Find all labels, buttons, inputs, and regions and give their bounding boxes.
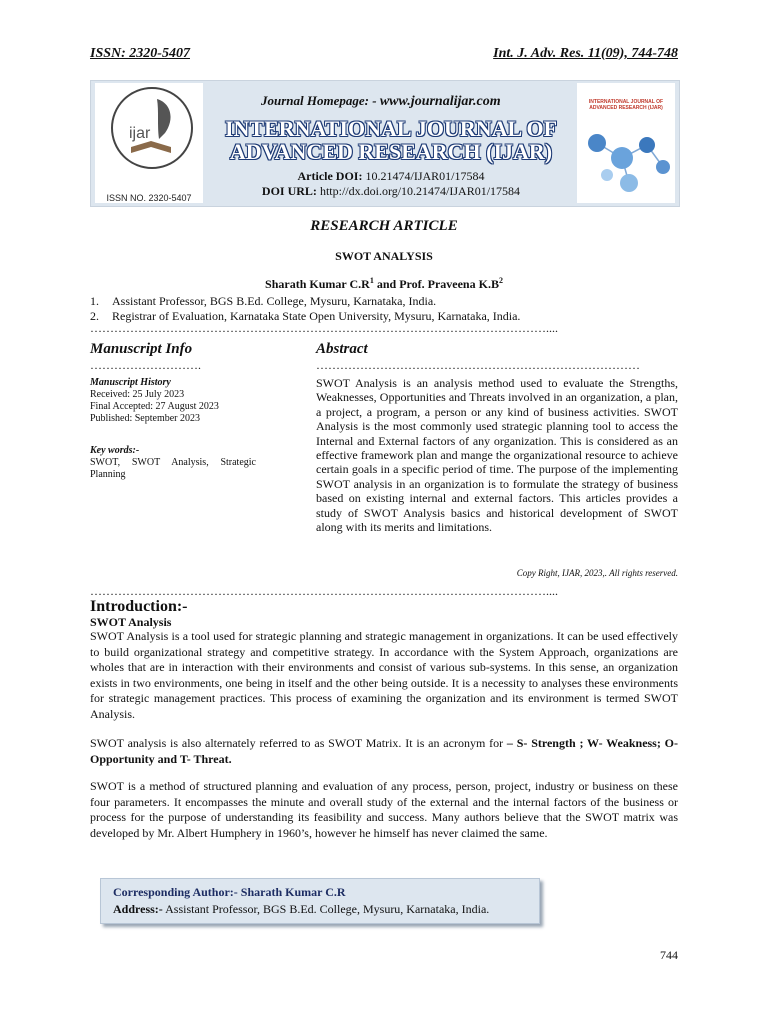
affiliation-2-num: 2. [90,309,99,323]
cover-title: INTERNATIONAL JOURNAL OF ADVANCED RESEARCH (IJAR) [588,99,664,111]
affiliation-2 [90,309,520,324]
journal-banner [90,80,680,207]
molecule-image [577,83,675,203]
affiliation-1-num: 1. [90,294,99,308]
author-address [113,901,539,918]
doi-url-link[interactable]: http://dx.doi.org/10.21474/IJAR01/17584 [319,184,521,198]
journal-title-line2: ADVANCED RESEARCH (IJAR) [229,139,553,164]
introduction-heading: Introduction:- [90,598,188,615]
journal-title-line1: INTERNATIONAL JOURNAL OF [224,116,558,141]
affiliation-1 [90,294,436,309]
journal-cover [577,83,675,203]
address-label: Address:- [113,902,163,916]
journal-logo [95,83,203,203]
keywords-text: SWOT, SWOT Analysis, Strategic Planning [90,457,256,480]
logo-text: ijar [129,125,151,142]
published-date: Published: September 2023 [90,413,200,424]
swot-subheading: SWOT Analysis [90,615,172,629]
abstract-heading: Abstract [316,341,368,357]
separator-top: …………………………………………………………………………………………………….... [90,323,558,333]
abstract-text: SWOT Analysis is an analysis method used to evaluate the Strengths, Weaknesses, Opportunities and Threats involved in an organization, a plan, a project, a program, a person or any kind of business activities. SWOT Analysis is the most commonly used strategic planning tool to access the Internal and External factors of any organization. This is considered as an effective framework plan and mange the organizational resource to achieve certain goals in a specific period of time. The purpose of the implementing SWOT analysis in an organization is to formulate the strategy of business based on existing internal and external factors. This articles provides a study of SWOT Analysis basics and historical development of SWOT along with its merits and limitations. [316,376,678,535]
page-number: 744 [660,948,678,962]
journal-title [211,117,571,163]
corresponding-author: Corresponding Author:- Sharath Kumar C.R [113,885,346,899]
abstract-separator: ……………………………………………………………………… [316,360,640,370]
manuscript-info-heading: Manuscript Info [90,341,193,357]
intro-paragraph-1: SWOT Analysis is a tool used for strategic planning and strategic management in organizations. It can be used effectively to build organizational strategy and competitive strategy. In accordance with the System Approach, organizations are wholes that are in interaction with their environments and consist of various sub-systems. In this sense, an organization exists in two environments, one being in itself and the other being outside. It is a necessity to analyses these environments for strategic management practices. This process of examining the organization and its environment is termed SWOT Analysis. [90,629,678,721]
history-label: Manuscript History [90,377,171,388]
separator-bottom: …………………………………………………………………………………………………….... [90,586,558,596]
authors [90,276,678,292]
article-title: SWOT ANALYSIS [335,249,433,263]
author-2-sup: 2 [498,276,503,285]
doi-block [211,169,571,199]
article-type: RESEARCH ARTICLE [310,218,458,234]
accepted-date: Final Accepted: 27 August 2023 [90,401,219,412]
quill-book-icon [113,89,191,167]
manuscript-separator: ………………………. [90,360,201,370]
p2-acronym: – S- Strength ; W- Weakness; O- Opportunity and T- Threat. [90,736,678,766]
homepage-label: Journal Homepage: - [261,93,377,108]
author-2: and Prof. Praveena K.B [373,277,499,291]
doi-url-label: DOI URL: [261,184,317,198]
homepage-link[interactable]: www.journalijar.com [379,94,501,109]
received-date: Received: 25 July 2023 [90,389,185,400]
issn-header: ISSN: 2320-5407 [90,46,190,61]
citation-header: Int. J. Adv. Res. 11(09), 744-748 [493,46,678,61]
article-doi-label: Article DOI: [297,169,363,183]
journal-homepage [261,93,501,110]
intro-paragraph-2 [90,736,678,767]
keywords [90,445,256,481]
p2-text: SWOT analysis is also alternately referred to as SWOT Matrix. It is an acronym for [90,736,507,750]
manuscript-history [90,377,260,425]
author-1: Sharath Kumar C.R [265,277,370,291]
article-doi: 10.21474/IJAR01/17584 [365,169,485,183]
affiliation-2-text: Registrar of Evaluation, Karnataka State Open University, Mysuru, Karnataka, India. [112,309,521,323]
corresponding-author-box [100,878,540,924]
logo-circle [111,87,193,169]
affiliation-1-text: Assistant Professor, BGS B.Ed. College, Mysuru, Karnataka, India. [112,294,437,308]
copyright: Copy Right, IJAR, 2023,. All rights reserved. [516,568,678,578]
logo-issn: ISSN NO. 2320-5407 [106,193,192,203]
intro-paragraph-3: SWOT is a method of structured planning and evaluation of any process, person, project, industry or business on these four parameters. It encompasses the minute and overall study of the external and the internal factors of the business or process for the purpose of understanding its feasibility and success. Many authors believe that the SWOT matrix was developed by Mr. Albert Humphery in 1960’s, however he himself has never claimed the same. [90,779,678,840]
address-text: Assistant Professor, BGS B.Ed. College, Mysuru, Karnataka, India. [162,902,490,916]
keywords-label: Key words:- [90,445,140,456]
author-1-sup: 1 [369,276,374,285]
